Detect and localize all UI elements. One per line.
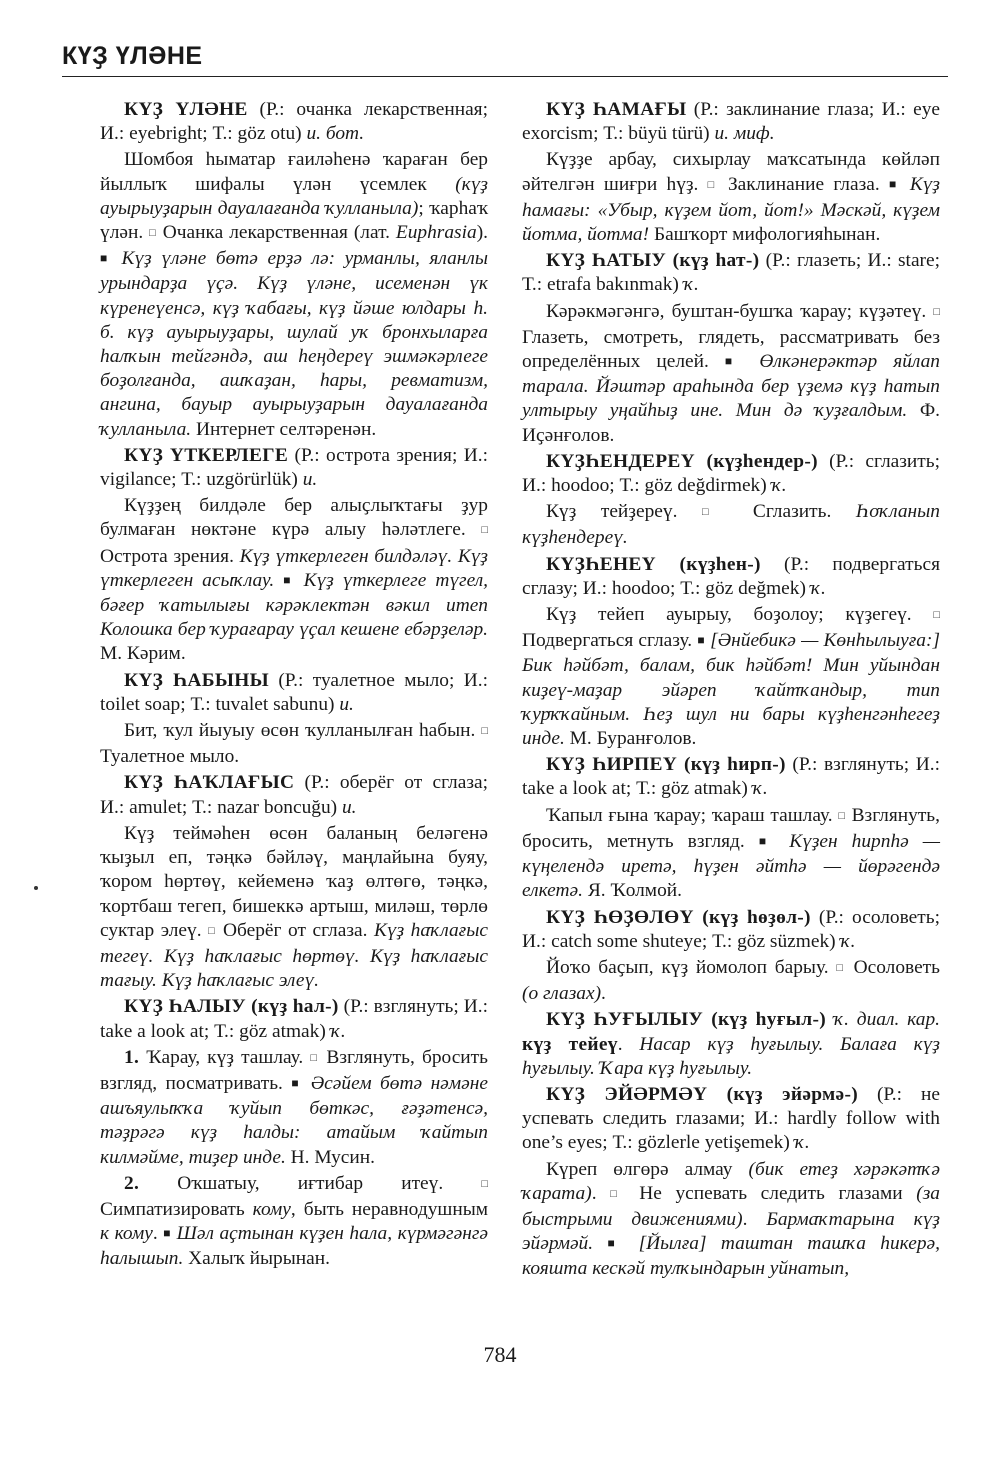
entry-kuzhenderеu <box>522 450 940 551</box>
source: М. Буранғолов. <box>564 728 697 750</box>
translation-tail: ). <box>476 222 488 244</box>
entry-kuz-ulene <box>100 98 488 442</box>
example: Һоҡланып күҙһендереү. <box>522 501 940 549</box>
grammar-label: и. миф. <box>714 123 775 145</box>
headword-form: (күҙ һал-) <box>245 996 339 1018</box>
glosses: (Р.: сглазить; И.: hoodoo; Т.: göz değdirmek) <box>522 450 940 497</box>
definition-note: (бик етеҙ хәрәкәтҡә ҡарата) <box>522 1158 940 1204</box>
headword-form: (күҙ һуғыл-) <box>703 1009 826 1031</box>
example: Күҙ үләне бөтә ерҙә лә: урманлы, яланлы урындарҙа үҫә. Күҙ үләне, исеменән үк күренеүенсә, күҙ ҡабағы, күҙ йәше юлдары һ. б. күҙ ауырыуҙары, шулай уҡ бронхыларға һалҡын тейгәндә, аш һеңдереү эшмәкәрлеге боҙолғанда, ашҡаҙан, һары, ревматизм, ангина, бауыр ауырыуҙарын дауалағанда ҡулланыла. <box>100 248 488 440</box>
block-mark: ■ <box>888 176 901 191</box>
headword: КҮҘ ҺАБЫНЫ <box>124 669 269 691</box>
source: Башҡорт мифологияһынан. <box>649 224 881 246</box>
square-mark: □ <box>933 305 940 318</box>
cross-reference-tail: . <box>617 1033 640 1055</box>
headword-form: (күҙ һирп-) <box>677 754 786 776</box>
glosses: (Р.: очанка лекарственная; И.: eyebright; Т.: göz otu) <box>100 99 488 145</box>
left-column <box>100 98 488 1274</box>
headword: КҮҘ ҺАТЫУ <box>546 250 667 272</box>
entry-kuz-haklagys <box>100 771 488 993</box>
source: Интернет селтәренән. <box>191 418 377 440</box>
square-mark: □ <box>836 961 846 974</box>
grammar-label: и. <box>341 796 357 818</box>
glosses: (Р.: взглянуть; И.: take a look at; Т.: göz atmak) <box>100 996 488 1042</box>
grammar-label: и. <box>302 469 318 491</box>
grammar-label: ҡ. <box>683 274 699 296</box>
definition: Күреп өлгөрә алмау <box>546 1158 749 1180</box>
translation: Заклинание глаза. <box>718 173 889 195</box>
definition: Кәрәкмәгәнгә, буштан-бушҡа ҡарау; күҙәтеү. <box>546 300 934 322</box>
source: Н. Мусин. <box>285 1146 376 1168</box>
headword-form: (күҙ һат-) <box>666 250 760 272</box>
grammar-label: ҡ. <box>794 1132 810 1154</box>
grammar-label: ҡ. диал. кар. <box>826 1009 940 1031</box>
square-mark: □ <box>481 524 488 537</box>
example: Өлкәнерәктәр яйлап тарала. Йәштәр араһында бер үҙемә күҙ һатып ултырыу уңайһыҙ ине. Мин дә ҡуҙғалдым. <box>522 351 940 422</box>
example: Бармаҡтарына күҙ эйәрмәй. <box>522 1208 940 1255</box>
headword: КҮҘ ҺАҠЛАҒЫС <box>124 772 295 794</box>
glosses: (Р.: заклинание глаза; И.: eye exorcism; Т.: büyü türü) <box>522 99 940 145</box>
page-number: 784 <box>483 1342 517 1367</box>
entry-kuz-hamagy <box>522 98 940 247</box>
headword: КҮҘ ҺУҒЫЛЫУ <box>546 1009 704 1031</box>
glosses: (Р.: не успевать следить глазами; И.: hardly follow with one’s eyes; Т.: gözlerle yetişemek) <box>522 1083 940 1154</box>
headword-form: (күҙһендер-) <box>694 450 818 472</box>
headword-form: (күҙ һөҙөл-) <box>693 906 811 928</box>
square-mark: □ <box>149 227 157 240</box>
headword: КҮҘ ҺАЛЫУ <box>124 996 246 1018</box>
block-mark: ■ <box>607 1236 625 1251</box>
headword: КҮҘҺЕНДЕРЕҮ <box>546 450 695 472</box>
grammar-label: ҡ. <box>840 930 856 952</box>
square-mark: □ <box>707 178 719 191</box>
example: Шәл аҫтынан күҙен һала, күрмәгәнгә һалышып. <box>100 1223 489 1270</box>
translation-tail: , быть неравнодушным <box>290 1198 488 1220</box>
square-mark: □ <box>701 506 729 519</box>
example: [Әнйебикә — Көнһылыуға:] Бик һәйбәт, балам, бик һәйбәт! Мин уйындан киҙеү-маҙар эйәреп ҡайтҡандыр, тип ҡурҡҡайным. Һеҙ шул ни бары күҙһенгәнһегеҙ инде. <box>522 630 940 750</box>
grammar-label: ҡ. <box>752 778 768 800</box>
translation: Оберёг от сглаза. <box>216 919 374 941</box>
glosses: (Р.: подвергаться сглазу; И.: hoodoo; Т.: göz değmek) <box>522 553 940 599</box>
example: [Йылға] таштан ташҡа һикерә, кояшта кескәй тулҡындарын уйнатып, <box>522 1233 940 1280</box>
translation: Подвергаться сглазу. <box>522 630 698 652</box>
square-mark: □ <box>208 924 217 937</box>
running-head: КҮҘ ҮЛӘНЕ <box>62 42 203 70</box>
definition: Оҡшатыу, иғтибар итеү. <box>139 1172 482 1194</box>
translation-note: (за быстрыми движениями) <box>522 1182 940 1230</box>
entry-kuz-hatyu <box>522 249 940 448</box>
example: Күҙен һирпһә — күңелендә иретә, һүҙен әйтһә — йөрәгендә елкетә. <box>522 830 941 902</box>
grammar-label: ҡ. <box>330 1020 346 1042</box>
definition: Бит, ҡул йыуыу өсөн ҡулланылған һабын. <box>124 720 482 742</box>
square-mark: □ <box>481 1177 488 1190</box>
translation-note: (о глазах) <box>522 983 602 1005</box>
glosses: (Р.: осоловеть; И.: catch some shuteye; Т.: göz süzmek) <box>522 906 940 952</box>
entry-kuz-halyu <box>100 995 488 1271</box>
grammar-label: и. бот. <box>306 123 365 145</box>
definition: Күҙ тейҙереү. <box>546 501 702 523</box>
source: Я. Ҡолмой. <box>582 880 683 902</box>
sense-number: 1. <box>124 1046 140 1068</box>
glosses: (Р.: туалетное мыло; И.: toilet soap; Т.: tuvalet sabunu) <box>100 669 488 715</box>
sense-number: 2. <box>124 1172 140 1194</box>
block-mark: ■ <box>758 833 776 848</box>
headword: КҮҘ ҺИРПЕҮ <box>546 754 678 776</box>
translation: Взглянуть, бросить, метнуть взгляд. <box>522 804 940 852</box>
translation: Взглянуть, бросить взгляд, посматривать. <box>100 1046 488 1094</box>
square-mark: □ <box>933 609 940 622</box>
grammar-label: ҡ. <box>810 577 826 599</box>
definition: Күҙ тейеп ауырыу, боҙолоу; күҙегеү. <box>546 604 934 626</box>
entry-kuz-hugylyu <box>522 1008 940 1081</box>
definition: Ҡапыл ғына ҡарау; ҡараш ташлау. <box>546 804 839 826</box>
headword: КҮҘ ЭЙӘРМӘҮ <box>546 1083 708 1105</box>
stray-dot <box>34 886 38 890</box>
block-mark: ■ <box>697 633 705 648</box>
headword-form: (күҙ эйәрмә-) <box>707 1083 858 1105</box>
right-column <box>522 98 940 1284</box>
square-mark: □ <box>481 725 488 738</box>
translation: Очанка лекарственная (лат. <box>156 222 396 244</box>
example: Күҙ һаҡлағыс тегеү. Күҙ һаҡлағыс һөртөү. Күҙ һаҡлағыс тағыу. Күҙ һаҡлағыс элеү. <box>100 919 488 992</box>
header-rule <box>62 76 948 77</box>
glosses: (Р.: глазеть; И.: stare; Т.: etrafa bakınmak) <box>522 250 940 296</box>
definition-tail: ; ҡарһаҡ үлән. <box>100 197 488 244</box>
translation: Осоловеть <box>845 956 940 978</box>
definition-tail: . <box>591 1182 611 1204</box>
source: Халыҡ йырынан. <box>183 1248 330 1270</box>
example: Әсәйем бөтә нәмәне ашъяулыҡҡа ҡуйып бөткәс, ғәҙәтенсә, тәҙрәгә күҙ һалды: атайым ҡайтып килмәйме, тиҙер инде. <box>100 1072 488 1168</box>
entry-kuz-utkerlege <box>100 444 488 667</box>
headword: КҮҘ ҮЛӘНЕ <box>124 99 248 120</box>
definition: Күҙҙең билдәле бер алыҫлыҡтағы ҙур булмаған нөктәне күрә алыу һәләтлеге. <box>100 495 488 541</box>
example: Насар күҙ һуғылыу. Балаға күҙ һуғылыу. Ҡара күҙ һуғылыу. <box>522 1033 940 1079</box>
headword: КҮҘҺЕНЕҮ <box>546 553 656 575</box>
entry-kuzheneu <box>522 553 940 752</box>
translation: Острота зрения. <box>100 545 240 567</box>
definition: Күҙ теймәһен өсөн баланың беләгенә ҡыҙыл еп, тәңкә бәйләү, маңлайына буяу, ҡором һөртөү, кейеменә ҡаҙ өлтөгө, тәңкә, ҡортбаш тегеп, бишеккә артыш, миләш, төрлө суктар элеү. <box>100 822 488 941</box>
definition: Йоҡо баҫып, күҙ йомолоп барыу. <box>546 956 837 978</box>
entry-kuz-habyny <box>100 669 488 770</box>
entry-kuz-eyermeu <box>522 1083 940 1282</box>
block-mark: ■ <box>163 1226 172 1241</box>
translation-tail: . <box>152 1223 164 1245</box>
translation-tail: . <box>601 983 606 1005</box>
entry-kuz-hozoloy <box>522 906 940 1007</box>
translation: Глазеть, смотреть, глядеть, рассматривать без определённых целей. <box>522 326 940 373</box>
grammar-label: ҡ. <box>771 475 787 497</box>
headword-form: (күҙһен-) <box>655 553 761 575</box>
translation-note: кому <box>252 1198 291 1220</box>
block-mark: ■ <box>724 354 744 369</box>
translation: Не успевать следить глазами <box>625 1182 917 1204</box>
example: Күҙ үткерлеге түгел, бәғер ҡатылығы кәрәклектән вәкил итеп Колошка бер ҡурағарау үҫал кешене ебәрҙеләр. <box>100 569 489 641</box>
cross-reference: күҙ тейеү <box>522 1033 618 1055</box>
block-mark: ■ <box>100 251 112 266</box>
entry-kuz-hirpeu <box>522 753 940 903</box>
glosses: (Р.: оберёг от сглаза; И.: amulet; Т.: nazar boncuğu) <box>100 772 488 818</box>
translation: Сглазить. <box>728 501 856 523</box>
block-mark: ■ <box>291 1075 303 1090</box>
grammar-label: и. <box>339 693 354 715</box>
glosses: (Р.: взглянуть; И.: take a look at; Т.: göz atmak) <box>522 754 940 800</box>
latin-name: Euphrasia <box>395 222 477 244</box>
headword: КҮҘ ҺӨҘӨЛӨҮ <box>546 906 694 928</box>
translation: Симпатизировать <box>100 1198 253 1220</box>
glosses: (Р.: острота зрения; И.: vigilance; Т.: uzgörürlük) <box>100 444 488 491</box>
source: Ф. Иҫәнғолов. <box>522 400 940 446</box>
headword: КҮҘ ҮТКЕРЛЕГЕ <box>124 444 289 466</box>
translation: Туалетное мыло. <box>100 746 240 768</box>
square-mark: □ <box>310 1051 320 1064</box>
square-mark: □ <box>838 809 846 822</box>
translation-tail: . <box>742 1208 767 1230</box>
example: Күҙ үткерлеген билдәләү. Күҙ үткерлеген асыҡлау. <box>100 545 488 591</box>
square-mark: □ <box>610 1187 626 1200</box>
headword: КҮҘ ҺАМАҒЫ <box>546 99 687 120</box>
definition-note: (күҙ ауырыуҙарын дауалағанда ҡулланыла) <box>100 173 488 219</box>
definition: Шомбоя һыматар ғаиләһенә ҡараған бер йыллыҡ шифалы үлән үсемлек <box>100 149 488 195</box>
source: М. Кәрим. <box>100 643 186 665</box>
translation-note: к кому <box>100 1223 153 1245</box>
block-mark: ■ <box>283 572 295 587</box>
definition: Ҡарау, күҙ ташлау. <box>139 1046 311 1068</box>
example: Күҙ һамағы: «Убыр, күҙем йот, йот!» Мәскәй, күҙем йотма, йотма! <box>522 173 940 246</box>
definition: Күҙҙе арбау, сихырлау маҡсатында көйләп әйтелгән шиғри һүҙ. <box>522 149 940 195</box>
